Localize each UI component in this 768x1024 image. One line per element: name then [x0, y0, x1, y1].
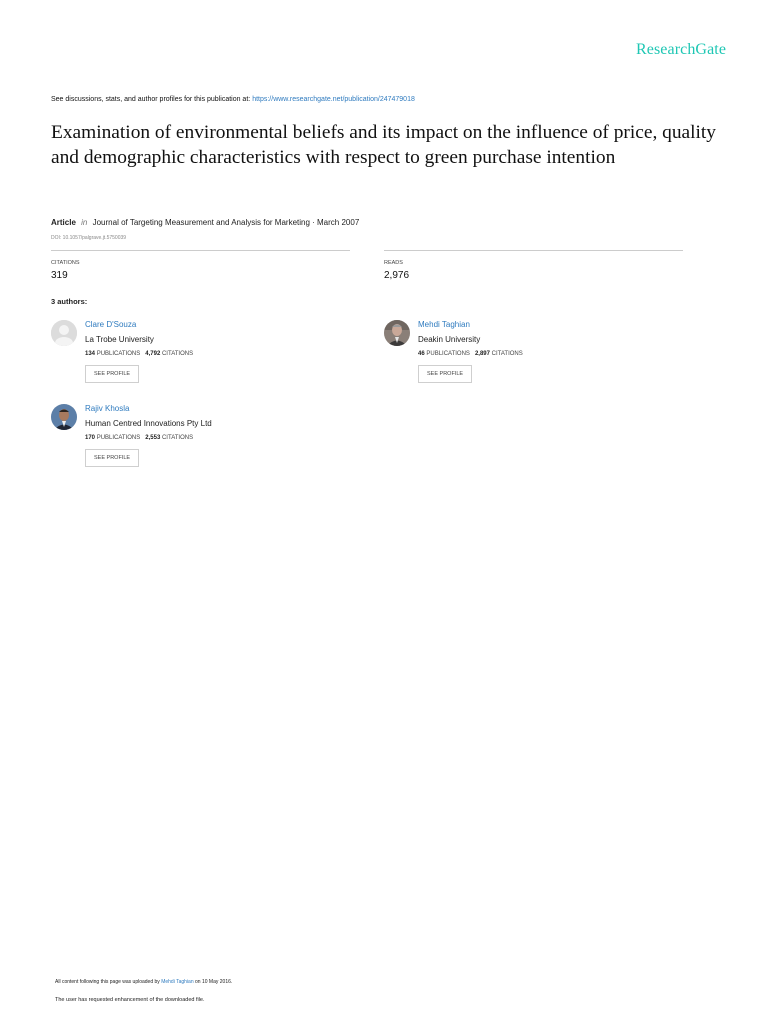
author-citations-count: 4,792 [145, 351, 161, 357]
see-profile-button[interactable]: SEE PROFILE [418, 365, 472, 383]
reads-value: 2,976 [384, 270, 410, 281]
upload-note [55, 979, 232, 985]
author-counts [418, 351, 678, 357]
author-citations-label: CITATIONS [161, 351, 194, 357]
author-publications-label: PUBLICATIONS [96, 435, 141, 441]
publication-url-link[interactable]: https://www.researchgate.net/publication/247479018 [252, 96, 415, 103]
enhancement-note: The user has requested enhancement of the downloaded file. [55, 997, 205, 1003]
author-publications-label: PUBLICATIONS [96, 351, 141, 357]
upload-note-prefix: All content following this page was uploaded by [55, 979, 160, 985]
author-counts [85, 351, 345, 357]
see-profile-button[interactable]: SEE PROFILE [85, 449, 139, 467]
author-publications-count: 46 [418, 351, 425, 357]
citations-label: CITATIONS [51, 260, 80, 266]
see-line-prefix: See discussions, stats, and author profiles for this publication at: [51, 96, 251, 103]
author-photo[interactable] [51, 404, 77, 430]
author-affiliation[interactable]: Deakin University [418, 335, 481, 344]
citations-stat [51, 250, 350, 281]
author-citations-label: CITATIONS [161, 435, 194, 441]
publication-link-line [51, 96, 415, 103]
author-portrait-icon [51, 404, 77, 430]
author-citations-label: CITATIONS [491, 351, 523, 357]
authors-heading: 3 authors: [51, 297, 88, 306]
avatar-placeholder[interactable] [51, 320, 77, 346]
author-publications-label: PUBLICATIONS [426, 351, 470, 357]
publication-meta [51, 218, 359, 227]
author-publications-count: 170 [85, 435, 96, 441]
researchgate-logo[interactable]: ResearchGate [636, 41, 727, 58]
person-silhouette-icon [51, 320, 77, 346]
see-profile-button[interactable]: SEE PROFILE [85, 365, 139, 383]
publication-doi: DOI: 10.1057/palgrave.jt.5750039 [51, 235, 127, 241]
author-portrait-icon [384, 320, 410, 346]
author-publications-count: 134 [85, 351, 96, 357]
publication-venue[interactable]: Journal of Targeting Measurement and Analysis for Marketing · March 2007 [92, 218, 360, 227]
citations-value: 319 [51, 270, 68, 281]
author-name[interactable]: Mehdi Taghian [418, 320, 470, 329]
author-photo[interactable] [384, 320, 410, 346]
author-name[interactable]: Rajiv Khosla [85, 404, 130, 413]
publication-title: Examination of environmental beliefs and its impact on the influence of price, quality and demographic characteristics with respect to green purchase intention [51, 122, 717, 168]
uploader-link[interactable]: Mehdi Taghian [161, 979, 194, 985]
author-info [418, 320, 678, 383]
reads-stat [384, 250, 683, 281]
author-counts [85, 435, 345, 441]
in-label: in [81, 218, 88, 227]
upload-note-suffix: on 10 May 2016. [195, 979, 233, 985]
reads-label: READS [384, 260, 403, 266]
author-citations-count: 2,553 [145, 435, 161, 441]
author-affiliation[interactable]: Human Centred Innovations Pty Ltd [85, 419, 212, 428]
author-citations-count: 2,897 [474, 351, 490, 357]
author-info [85, 320, 345, 383]
author-affiliation[interactable]: La Trobe University [85, 335, 154, 344]
author-name[interactable]: Clare D'Souza [85, 320, 137, 329]
author-info [85, 404, 345, 467]
publication-type: Article [51, 218, 76, 227]
